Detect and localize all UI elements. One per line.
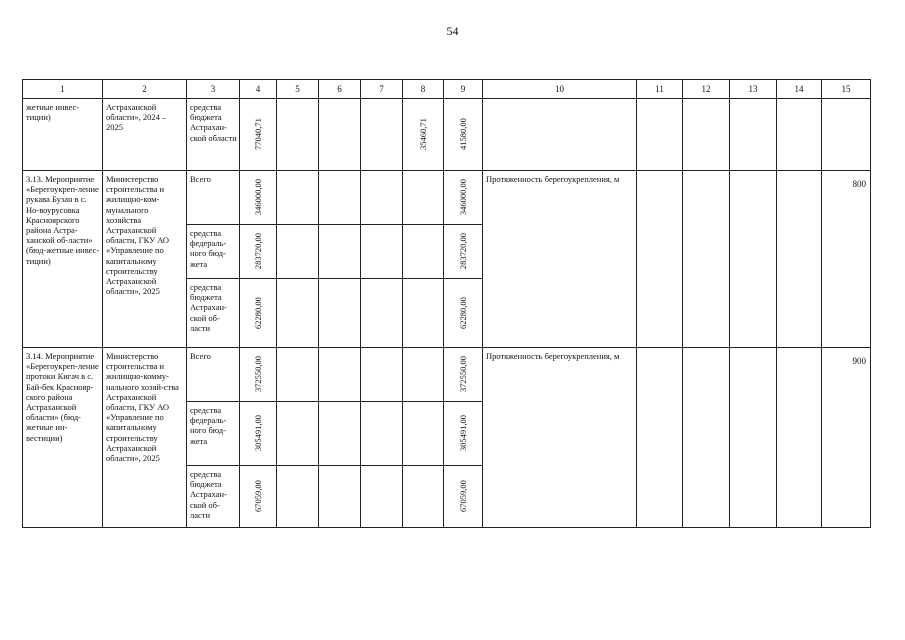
cell-total xyxy=(240,171,277,225)
table-row xyxy=(23,171,871,225)
cell-empty xyxy=(361,348,403,402)
value-total: 283720,00 xyxy=(252,233,263,270)
cell-empty xyxy=(361,171,403,225)
value-total: 67059,00 xyxy=(252,480,263,513)
cell-total xyxy=(240,279,277,348)
cell-empty xyxy=(361,402,403,466)
cell-empty xyxy=(319,171,361,225)
cell-empty xyxy=(319,348,361,402)
cell-total xyxy=(240,466,277,528)
col-header: 3 xyxy=(187,80,240,99)
cell-executor: Министерство строительства и жилищно-комму-нального хозяй-ства Астраханской области, ГКУ АО «Управление по капитальному строительству Астраханской области», 2025 xyxy=(103,348,187,528)
cell-empty xyxy=(319,225,361,279)
cell-empty xyxy=(403,466,444,528)
col-header: 9 xyxy=(444,80,483,99)
cell-col8 xyxy=(403,99,444,171)
value-col9: 283720,00 xyxy=(457,233,468,270)
cell-col9 xyxy=(444,99,483,171)
value-total: 77040,71 xyxy=(252,118,263,151)
cell-empty xyxy=(730,99,777,171)
value-col9: 305491,00 xyxy=(457,415,468,452)
table-row xyxy=(23,348,871,402)
col-header: 14 xyxy=(777,80,822,99)
cell-indicator: Протяженность берегоукрепления, м xyxy=(483,171,637,348)
value-col9: 67059,00 xyxy=(457,480,468,513)
cell-col9 xyxy=(444,171,483,225)
column-header-row xyxy=(23,80,871,99)
cell-empty xyxy=(277,279,319,348)
cell-empty xyxy=(683,171,730,348)
cell-empty xyxy=(403,402,444,466)
cell-executor: Астраханской области», 2024 – 2025 xyxy=(103,99,187,171)
value-total: 372550,00 xyxy=(252,356,263,393)
cell-empty xyxy=(319,279,361,348)
cell-total xyxy=(240,99,277,171)
value-col9: 346000,00 xyxy=(457,179,468,216)
cell-empty xyxy=(777,171,822,348)
cell-total xyxy=(240,225,277,279)
cell-col9 xyxy=(444,279,483,348)
col-header: 10 xyxy=(483,80,637,99)
cell-empty xyxy=(277,99,319,171)
budget-table xyxy=(22,79,871,528)
cell-empty xyxy=(403,348,444,402)
value-col8: 35460,71 xyxy=(417,118,428,151)
cell-name: 3.13. Мероприятие «Берегоукреп-ление рукава Бузан в с. Но-воурусовка Красноярского района Астра-ханской об-ласти» (бюд-жетные инвес-тиции) xyxy=(23,171,103,348)
col-header: 15 xyxy=(822,80,871,99)
cell-col9 xyxy=(444,466,483,528)
cell-empty xyxy=(319,99,361,171)
cell-empty xyxy=(277,402,319,466)
cell-empty xyxy=(361,99,403,171)
cell-empty xyxy=(277,348,319,402)
cell-executor: Министерство строительства и жилищно-ком-мунального хозяйства Астраханской области, ГКУ АО «Управление по капитальному строительству Астраханской области», 2025 xyxy=(103,171,187,348)
value-col9: 372550,00 xyxy=(457,356,468,393)
cell-empty xyxy=(730,348,777,528)
cell-empty xyxy=(403,279,444,348)
cell-source: средства бюджета Астрахан-ской об-ласти xyxy=(187,279,240,348)
value-total: 305491,00 xyxy=(252,415,263,452)
page-number: 54 xyxy=(446,24,459,38)
value-col9: 41580,00 xyxy=(457,118,468,151)
cell-source: средства бюджета Астрахан-ской об-ласти xyxy=(187,466,240,528)
cell-empty xyxy=(403,171,444,225)
cell-target: 900 xyxy=(822,348,871,528)
cell-empty xyxy=(822,99,871,171)
cell-col9 xyxy=(444,402,483,466)
cell-col9 xyxy=(444,225,483,279)
cell-source: Всего xyxy=(187,348,240,402)
cell-total xyxy=(240,402,277,466)
cell-empty xyxy=(483,99,637,171)
cell-empty xyxy=(637,348,683,528)
cell-empty xyxy=(637,99,683,171)
cell-target: 800 xyxy=(822,171,871,348)
cell-indicator: Протяженность берегоукрепления, м xyxy=(483,348,637,528)
cell-source: средства бюджета Астрахан-ской области xyxy=(187,99,240,171)
cell-col9 xyxy=(444,348,483,402)
cell-empty xyxy=(277,225,319,279)
cell-empty xyxy=(319,402,361,466)
cell-empty xyxy=(277,466,319,528)
cell-empty xyxy=(361,225,403,279)
cell-empty xyxy=(683,99,730,171)
value-total: 62280,00 xyxy=(252,297,263,329)
col-header: 5 xyxy=(277,80,319,99)
value-col9: 62280,00 xyxy=(457,297,468,329)
cell-empty xyxy=(403,225,444,279)
col-header: 13 xyxy=(730,80,777,99)
cell-empty xyxy=(361,466,403,528)
cell-source: средства федераль-ного бюд-жета xyxy=(187,402,240,466)
value-total: 346000,00 xyxy=(252,179,263,216)
col-header: 8 xyxy=(403,80,444,99)
col-header: 4 xyxy=(240,80,277,99)
col-header: 6 xyxy=(319,80,361,99)
cell-name: 3.14. Мероприятие «Берегоукреп-ление протоки Кигач в с. Бай-бек Краснояр-ского района Астраханской области» (бюд-жетные ин-вестиции) xyxy=(23,348,103,528)
cell-total xyxy=(240,348,277,402)
col-header: 2 xyxy=(103,80,187,99)
cell-source: Всего xyxy=(187,171,240,225)
col-header: 12 xyxy=(683,80,730,99)
cell-empty xyxy=(637,171,683,348)
cell-empty xyxy=(730,171,777,348)
cell-empty xyxy=(777,99,822,171)
col-header: 11 xyxy=(637,80,683,99)
cell-empty xyxy=(683,348,730,528)
cell-empty xyxy=(319,466,361,528)
cell-empty xyxy=(777,348,822,528)
cell-empty xyxy=(361,279,403,348)
table-row xyxy=(23,99,871,171)
cell-source: средства федераль-ного бюд-жета xyxy=(187,225,240,279)
col-header: 7 xyxy=(361,80,403,99)
col-header: 1 xyxy=(23,80,103,99)
cell-name: жетные инвес-тиции) xyxy=(23,99,103,171)
cell-empty xyxy=(277,171,319,225)
